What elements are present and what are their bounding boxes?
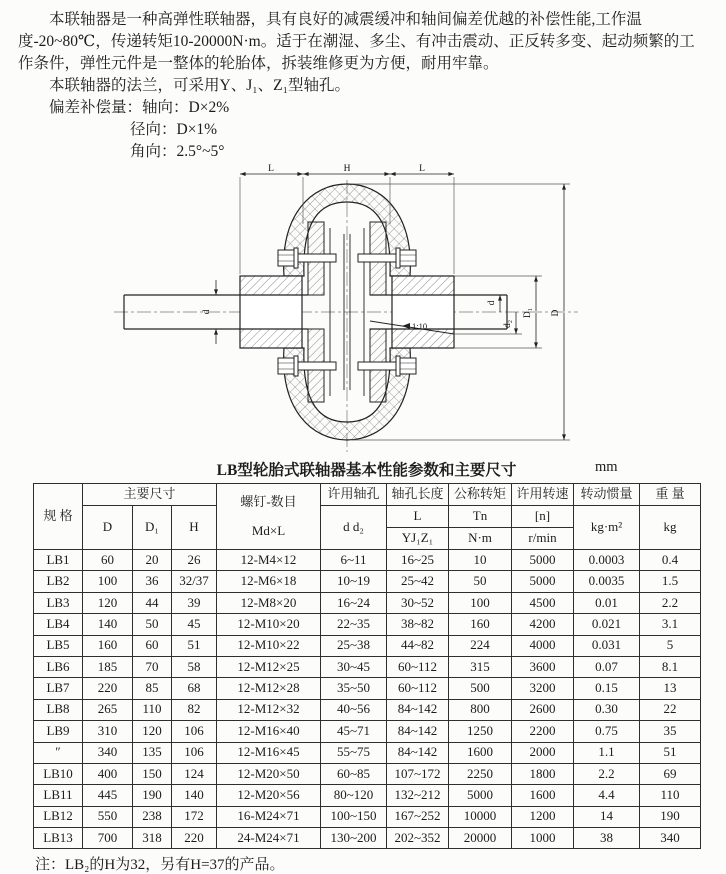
table-cell: 318 [133, 828, 172, 849]
table-cell: LB6 [34, 656, 83, 677]
table-cell: 16~25 [387, 550, 449, 571]
screw-formula: Md×L [251, 522, 286, 538]
table-cell: 70 [133, 656, 172, 677]
col-header-speed-n: [n] [512, 506, 574, 528]
intro-paragraph-1: 本联轴器是一种高弹性联轴器，具有良好的减震缓冲和轴间偏差优越的补偿性能,工作温度-20~80℃，传递转矩10-20000N·m。适于在潮湿、多尘、有冲击震动、正反转多变、起动频繁的工作条件，弹性元件是一整体的轮胎体，拆装维修更为方便，耐用牢靠。 [18, 11, 695, 72]
footnote: 注：LB₂的H为32，另有H=37的产品。 [35, 857, 285, 874]
table-row [34, 678, 701, 699]
table-cell: 167~252 [387, 806, 449, 827]
table-cell: 14 [574, 806, 640, 827]
dim-label-d-right: d [487, 300, 497, 306]
col-header-bore-len-types: YJ₁Z₁ [387, 528, 449, 550]
col-header-weight: 重 量 [640, 484, 701, 506]
left-hub [240, 276, 302, 348]
col-header-D1: D₁ [133, 506, 172, 550]
table-cell: 51 [640, 742, 701, 763]
table-cell: 110 [640, 785, 701, 806]
table-cell: 2.2 [640, 592, 701, 613]
intro-paragraph-2: 本联轴器的法兰，可采用Y、J₁、Z₁型轴孔。 [49, 77, 351, 94]
table-cell: 12-M20×56 [217, 785, 321, 806]
table-cell: 220 [83, 678, 133, 699]
table-cell: 2.2 [574, 763, 640, 784]
table-cell: 800 [449, 699, 512, 720]
table-cell: 82 [172, 699, 217, 720]
center-lines [114, 180, 578, 452]
col-header-bore-allow: 许用轴孔 [321, 484, 387, 506]
table-cell: 40~56 [321, 699, 387, 720]
col-header-main-dims: 主要尺寸 [83, 484, 217, 506]
table-cell: 340 [83, 742, 133, 763]
table-cell: LB1 [34, 550, 83, 571]
table-cell: 20000 [449, 828, 512, 849]
table-cell: 4000 [512, 635, 574, 656]
table-cell: 24-M24×71 [217, 828, 321, 849]
table-row [34, 828, 701, 849]
table-cell: 84~142 [387, 742, 449, 763]
table-cell: 120 [133, 721, 172, 742]
table-cell: 50 [133, 614, 172, 635]
table-cell: 172 [172, 806, 217, 827]
table-cell: 60~85 [321, 763, 387, 784]
table-caption [33, 458, 700, 480]
table-cell: 2600 [512, 699, 574, 720]
table-cell: LB12 [34, 806, 83, 827]
col-header-screw [217, 484, 321, 550]
table-cell: 3600 [512, 656, 574, 677]
table-cell: 1.1 [574, 742, 640, 763]
table-cell: 22~35 [321, 614, 387, 635]
table-cell: 5000 [512, 571, 574, 592]
table-cell: 4500 [512, 592, 574, 613]
table-cell: 5000 [449, 785, 512, 806]
table-unit-label: mm [595, 459, 618, 475]
taper-label: 1:10 [412, 321, 428, 331]
table-cell: 220 [172, 828, 217, 849]
table-cell: 0.4 [640, 550, 701, 571]
table-cell: 140 [83, 614, 133, 635]
table-cell: 202~352 [387, 828, 449, 849]
table-row [34, 635, 701, 656]
col-header-torque-unit: N·m [449, 528, 512, 550]
table-cell: 310 [83, 721, 133, 742]
table-cell: 84~142 [387, 721, 449, 742]
table-cell: 120 [83, 592, 133, 613]
table-cell: 1600 [449, 742, 512, 763]
screw-label: 螺钉-数目 [240, 493, 297, 509]
table-cell: 265 [83, 699, 133, 720]
table-row [34, 806, 701, 827]
col-header-inertia-unit: kg·m² [574, 506, 640, 550]
table-cell: 0.07 [574, 656, 640, 677]
table-row [34, 699, 701, 720]
table-cell: 400 [83, 763, 133, 784]
table-cell: 26 [172, 550, 217, 571]
col-header-bore-allow-sub: d d₂ [321, 506, 387, 550]
table-cell: 85 [133, 678, 172, 699]
dim-label-D: D [551, 309, 561, 317]
table-cell: 0.0003 [574, 550, 640, 571]
compensation-angular: 角向：2.5°~5° [130, 143, 225, 160]
table-cell: 60~112 [387, 656, 449, 677]
compensation-line-axial [49, 97, 708, 119]
table-cell: LB11 [34, 785, 83, 806]
table-cell: 315 [449, 656, 512, 677]
table-cell: 10000 [449, 806, 512, 827]
table-cell: 1000 [512, 828, 574, 849]
table-cell: 69 [640, 763, 701, 784]
coupling-drawing-svg [112, 164, 582, 456]
table-cell: 32/37 [172, 571, 217, 592]
table-cell: 12-M12×28 [217, 678, 321, 699]
table-cell: 1250 [449, 721, 512, 742]
table-cell: 12-M16×45 [217, 742, 321, 763]
col-header-torque: 公称转矩 [449, 484, 512, 506]
table-cell: 38 [574, 828, 640, 849]
table-title: LB型轮胎式联轴器基本性能参数和主要尺寸 [216, 462, 517, 479]
table-cell: LB13 [34, 828, 83, 849]
table-cell: 106 [172, 742, 217, 763]
table-row [34, 763, 701, 784]
table-cell: 107~172 [387, 763, 449, 784]
table-cell: 340 [640, 828, 701, 849]
intro-section [0, 0, 726, 163]
table-cell: 16-M24×71 [217, 806, 321, 827]
table-cell: 12-M10×20 [217, 614, 321, 635]
table-cell: 185 [83, 656, 133, 677]
table-cell: 60 [133, 635, 172, 656]
table-header [34, 484, 701, 550]
spec-table [33, 483, 701, 849]
table-cell: 150 [133, 763, 172, 784]
col-header-spec: 规 格 [34, 484, 83, 550]
table-cell: 0.01 [574, 592, 640, 613]
table-cell: 12-M12×32 [217, 699, 321, 720]
table-cell: 1600 [512, 785, 574, 806]
col-header-D: D [83, 506, 133, 550]
dim-label-l-right: L [419, 164, 425, 174]
table-cell: 10 [449, 550, 512, 571]
table-cell: 22 [640, 699, 701, 720]
table-row [34, 721, 701, 742]
table-cell: 16~24 [321, 592, 387, 613]
table-cell: 20 [133, 550, 172, 571]
table-cell: LB4 [34, 614, 83, 635]
table-cell: 45~71 [321, 721, 387, 742]
table-cell: 130~200 [321, 828, 387, 849]
table-row [34, 571, 701, 592]
table-cell: 100~150 [321, 806, 387, 827]
col-header-bore-len: 轴孔长度 [387, 484, 449, 506]
table-cell: 0.021 [574, 614, 640, 635]
table-cell: 550 [83, 806, 133, 827]
coupling-section-drawing [0, 164, 726, 456]
table-cell: 100 [83, 571, 133, 592]
table-cell: 140 [172, 785, 217, 806]
table-cell: 44 [133, 592, 172, 613]
table-cell: 2200 [512, 721, 574, 742]
table-cell: 35~50 [321, 678, 387, 699]
table-cell: 135 [133, 742, 172, 763]
table-cell: 0.0035 [574, 571, 640, 592]
table-cell: 224 [449, 635, 512, 656]
table-cell: 58 [172, 656, 217, 677]
table-cell: LB3 [34, 592, 83, 613]
table-row [34, 656, 701, 677]
table-cell: 0.031 [574, 635, 640, 656]
col-header-inertia: 转动惯量 [574, 484, 640, 506]
table-cell: 4.4 [574, 785, 640, 806]
col-header-torque-Tn: Tn [449, 506, 512, 528]
table-cell: 36 [133, 571, 172, 592]
table-cell: 6~11 [321, 550, 387, 571]
table-cell: 238 [133, 806, 172, 827]
compensation-line-radial [130, 119, 708, 141]
compensation-radial: 径向：D×1% [130, 121, 218, 138]
table-cell: 124 [172, 763, 217, 784]
table-cell: 110 [133, 699, 172, 720]
table-cell: 12-M16×40 [217, 721, 321, 742]
table-cell: 12-M12×25 [217, 656, 321, 677]
table-cell: 160 [449, 614, 512, 635]
table-cell: 44~82 [387, 635, 449, 656]
table-cell: 0.30 [574, 699, 640, 720]
dim-label-d-left: d [202, 309, 212, 315]
table-cell: LB2 [34, 571, 83, 592]
table-cell: 0.15 [574, 678, 640, 699]
table-cell: 106 [172, 721, 217, 742]
table-cell: 4200 [512, 614, 574, 635]
table-cell: 1200 [512, 806, 574, 827]
table-cell: 132~212 [387, 785, 449, 806]
table-cell: 700 [83, 828, 133, 849]
table-row [34, 614, 701, 635]
table-cell: LB8 [34, 699, 83, 720]
table-cell: 12-M20×50 [217, 763, 321, 784]
table-row [34, 785, 701, 806]
table-row [34, 742, 701, 763]
col-header-speed: 许用转速 [512, 484, 574, 506]
table-cell: 38~82 [387, 614, 449, 635]
table-cell: 3200 [512, 678, 574, 699]
table-cell: 68 [172, 678, 217, 699]
table-cell: 51 [172, 635, 217, 656]
table-cell: 2000 [512, 742, 574, 763]
compensation-axial: 轴向：D×2% [142, 99, 230, 116]
table-cell: 45 [172, 614, 217, 635]
table-cell: LB7 [34, 678, 83, 699]
table-cell: 55~75 [321, 742, 387, 763]
table-cell: 8.1 [640, 656, 701, 677]
col-header-H: H [172, 506, 217, 550]
table-cell: 35 [640, 721, 701, 742]
table-cell: ″ [34, 742, 83, 763]
table-cell: 1.5 [640, 571, 701, 592]
table-cell: 5000 [512, 550, 574, 571]
table-cell: 25~38 [321, 635, 387, 656]
table-row [34, 550, 701, 571]
table-cell: 84~142 [387, 699, 449, 720]
table-cell: 160 [83, 635, 133, 656]
table-cell: LB5 [34, 635, 83, 656]
table-body [34, 550, 701, 849]
table-row [34, 592, 701, 613]
table-cell: 100 [449, 592, 512, 613]
table-cell: 3.1 [640, 614, 701, 635]
table-cell: LB9 [34, 721, 83, 742]
table-cell: 1800 [512, 763, 574, 784]
col-header-weight-unit: kg [640, 506, 701, 550]
table-cell: LB10 [34, 763, 83, 784]
col-header-speed-unit: r/min [512, 528, 574, 550]
table-cell: 0.75 [574, 721, 640, 742]
dim-label-l-left: L [268, 164, 274, 174]
table-cell: 39 [172, 592, 217, 613]
table-cell: 500 [449, 678, 512, 699]
table-cell: 60~112 [387, 678, 449, 699]
table-cell: 12-M4×12 [217, 550, 321, 571]
dim-label-D1: D₁ [523, 307, 533, 319]
table-cell: 25~42 [387, 571, 449, 592]
table-cell: 5 [640, 635, 701, 656]
table-cell: 12-M6×18 [217, 571, 321, 592]
dim-label-h: H [343, 164, 351, 174]
table-cell: 2250 [449, 763, 512, 784]
table-cell: 30~52 [387, 592, 449, 613]
table-cell: 190 [133, 785, 172, 806]
right-hub [392, 276, 454, 348]
table-cell: 10~19 [321, 571, 387, 592]
table-cell: 13 [640, 678, 701, 699]
compensation-line-angular [130, 141, 708, 163]
dim-label-d2: d₂ [503, 319, 513, 329]
table-cell: 80~120 [321, 785, 387, 806]
table-cell: 50 [449, 571, 512, 592]
table-cell: 30~45 [321, 656, 387, 677]
table-cell: 445 [83, 785, 133, 806]
compensation-label: 偏差补偿量： [49, 99, 143, 116]
table-cell: 12-M10×22 [217, 635, 321, 656]
table-cell: 60 [83, 550, 133, 571]
col-header-bore-len-L: L [387, 506, 449, 528]
table-cell: 190 [640, 806, 701, 827]
table-cell: 12-M8×20 [217, 592, 321, 613]
